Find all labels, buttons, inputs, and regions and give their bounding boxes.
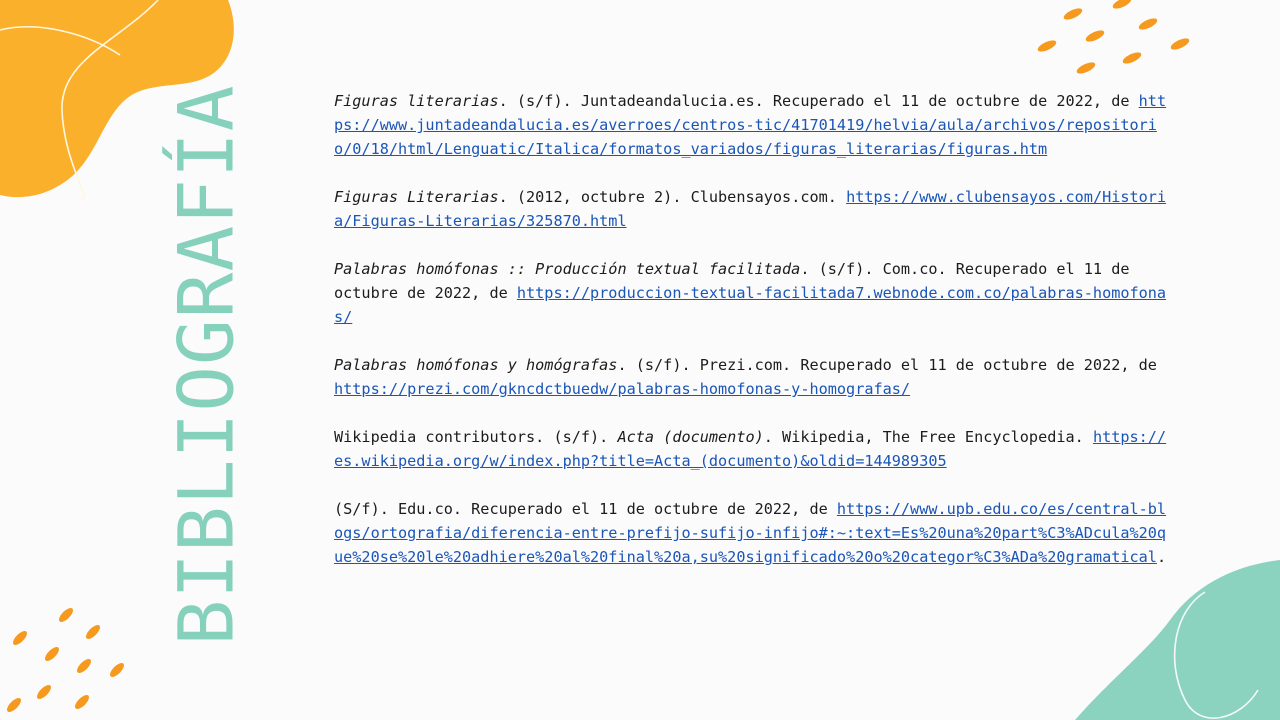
teal-blob [1075,560,1280,720]
reference-work-title: Figuras Literarias [334,188,499,206]
reference-link[interactable]: https://www.upb.edu.co/es/central-blogs/ortografia/diferencia-entre-prefijo-sufijo-infijo#:~:text=Es%20una%20part%C3%ADcula%20que%20se%20le%20adhiere%20al%20final%20a,su%20significado%20o%20categor%C3%ADa%20gramatical [334,500,1167,566]
reference-work-title: Acta (documento) [617,428,764,446]
reference-tail: . [1156,548,1167,566]
reference-item [334,497,1169,569]
reference-item [334,257,1169,329]
reference-link[interactable]: https://www.juntadeandalucia.es/averroes/centros-tic/41701419/helvia/aula/archivos/repositorio/0/18/html/Lenguatic/Italica/formatos_variados/figuras_literarias/figuras.htm [334,92,1167,158]
reference-work-title: Figuras literarias [334,92,499,110]
reference-item [334,425,1169,473]
reference-text: . Wikipedia, The Free Encyclopedia. [763,428,1093,446]
reference-work-title: Palabras homófonas :: Producción textual facilitada [334,260,801,278]
reference-lead: Wikipedia contributors. (s/f). [334,428,618,446]
reference-text: . (2012, octubre 2). Clubensayos.com. [498,188,847,206]
reference-link[interactable]: https://prezi.com/gkncdctbuedw/palabras-homofonas-y-homografas/ [334,380,911,398]
reference-item [334,185,1169,233]
reference-item [334,89,1169,161]
reference-text: . (s/f). Com.co. Recuperado el 11 de octubre de 2022, de [334,260,1130,302]
reference-text: . (s/f). Prezi.com. Recuperado el 11 de octubre de 2022, de [617,356,1157,374]
orange-dashes-top [1036,0,1191,76]
orange-dashes-bottom [5,606,126,714]
reference-lead: (S/f). Edu.co. Recuperado el 11 de octubre de 2022, de [334,500,837,518]
reference-text: . (s/f). Juntadeandalucia.es. Recuperado el 11 de octubre de 2022, de [498,92,1139,110]
reference-item [334,353,1169,401]
reference-link[interactable]: https://es.wikipedia.org/w/index.php?title=Acta_(documento)&oldid=144989305 [334,428,1167,470]
page-title: BIBLIOGRAFÍA [161,84,251,646]
reference-list [334,89,1169,569]
reference-link[interactable]: https://produccion-textual-facilitada7.webnode.com.co/palabras-homofonas/ [334,284,1167,326]
reference-work-title: Palabras homófonas y homógrafas [334,356,618,374]
reference-link[interactable]: https://www.clubensayos.com/Historia/Figuras-Literarias/325870.html [334,188,1167,230]
